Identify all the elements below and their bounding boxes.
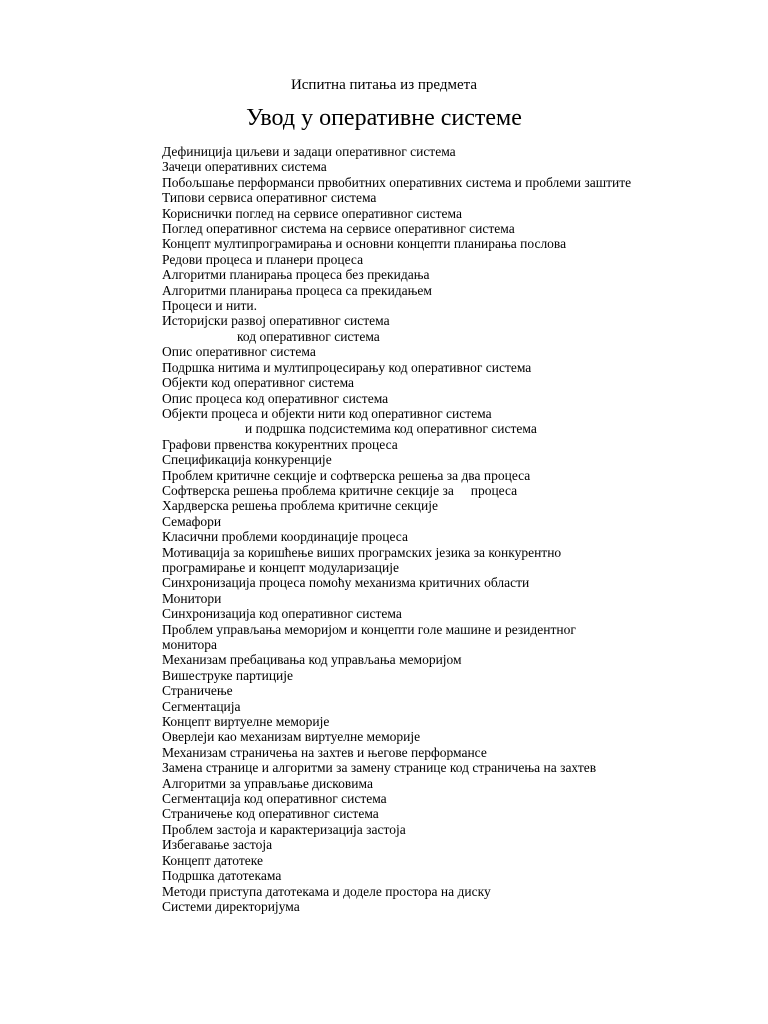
list-item: Алгоритми за управљање дисковима (162, 775, 373, 791)
list-item: Побољшање перформанси првобитних оперативних система и проблеми заштите (162, 174, 632, 190)
list-item: Графови првенства кокурентних процеса (162, 436, 398, 452)
document-title: Увод у оперативне системе (246, 105, 522, 131)
list-item: Опис процеса код оперативног система (162, 390, 389, 406)
list-item: Монитори (162, 590, 222, 606)
list-item: Поглед оперативног система на сервисе оперативног система (162, 221, 515, 237)
list-item: Механизам страничења на захтев и његове перформансе (162, 744, 487, 760)
list-item: Редови процеса и планери процеса (162, 251, 364, 267)
list-item: Алгоритми планирања процеса са прекидањем (162, 282, 432, 298)
list-item: Страничење (162, 683, 233, 699)
list-item: Алгоритми планирања процеса без прекидања (162, 267, 430, 283)
list-item: Проблем застоја и карактеризација застоја (162, 821, 406, 837)
list-item: Вишеструке партиције (162, 667, 294, 683)
list-item: Синхронизација процеса помоћу механизма критичних области (162, 575, 530, 591)
list-item: Семафори (162, 513, 222, 529)
list-item: Избегавање застоја (162, 837, 273, 853)
list-item: Процеси и нити. (162, 298, 257, 314)
list-item: Сегментација (162, 698, 241, 714)
list-item: Концепт датотеке (162, 852, 263, 868)
list-item: Подршка нитима и мултипроцесирању код оперативног система (162, 359, 532, 375)
list-item: Класични проблеми координације процеса (162, 529, 408, 545)
list-item: Софтверска решења проблема критичне секције за процеса (162, 482, 518, 498)
list-item: Мотивација за коришћење виших програмских језика за конкурентно програмирање и концепт модуларизације (162, 544, 562, 575)
list-item: Страничење код оперативног система (162, 806, 379, 822)
list-item: Дефиниција циљеви и задаци оперативног система (162, 144, 456, 159)
list-item: Методи приступа датотекама и доделе простора на диску (162, 883, 491, 899)
question-list (162, 144, 654, 914)
list-item: Историјски развој оперативног система (162, 313, 390, 329)
list-item: Синхронизација код оперативног система (162, 606, 402, 622)
list-item: Опис оперативног система (162, 344, 316, 360)
list-item: Проблем критичне секције и софтверска решења за два процеса (162, 467, 531, 483)
list-item: Хардверска решења проблема критичне секције (162, 498, 438, 514)
list-item: Спецификација конкуренције (162, 452, 332, 468)
list-item: Објекти код оперативног система (162, 375, 355, 391)
list-item: Оверлеји као механизам виртуелне меморије (162, 729, 421, 745)
list-item: Типови сервиса оперативног система (162, 190, 377, 206)
list-item: Замена странице и алгоритми за замену странице код страничења на захтев (162, 760, 597, 776)
list-item: Концепт виртуелне меморије (162, 714, 330, 730)
list-item: Објекти процеса и објекти нити код оперативног система (162, 405, 492, 421)
list-item: код оперативног система (237, 328, 380, 344)
list-item: и подршка подсистемима код оперативног система (245, 421, 537, 437)
list-item: Кориснички поглед на сервисе оперативног система (162, 205, 462, 221)
list-item: Зачеци оперативних система (162, 159, 327, 175)
list-item: Проблем управљања меморијом и концепти голе машине и резидентног монитора (162, 621, 576, 652)
list-item: Системи директоријума (162, 898, 300, 914)
document-subtitle: Испитна питања из предмета (290, 77, 478, 93)
list-item: Подршка датотекама (162, 868, 282, 884)
list-item: Механизам пребацивања код управљања меморијом (162, 652, 462, 668)
list-item: Сегментација код оперативног система (162, 791, 387, 807)
list-item: Концепт мултипрограмирања и основни концепти планирања послова (162, 236, 567, 252)
